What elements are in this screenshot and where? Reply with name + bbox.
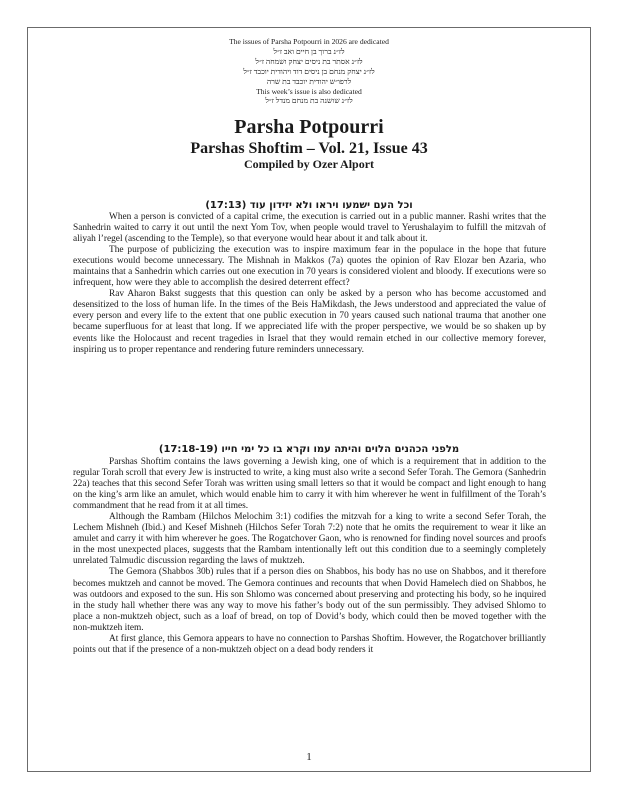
dedication-block bbox=[28, 37, 590, 106]
section-heading-1: וכל העם ישמעו ויראו ולא יזידון עוד (17:13) bbox=[205, 200, 413, 211]
paragraph: At first glance, this Gemora appears to have no connection to Parshas Shoftim. However, the Rogatchover brilliantly points out that if the presence of a non-muktzeh object on a dead body renders it bbox=[73, 633, 546, 655]
page-title: Parsha Potpourri bbox=[234, 116, 384, 138]
dedication-line: לז״נ יצחק מנחם בן ניסים דוד ויהודית יוכבד ז״ל bbox=[243, 66, 375, 76]
dedication-line: לרפו״ש יהודית יוכבד בת שרה bbox=[266, 76, 352, 86]
page-frame bbox=[27, 27, 591, 772]
section-heading-2: מלפני הכהנים הלוים והיתה עמו וקרא בו כל ימי חייו (17:18-19) bbox=[158, 444, 460, 455]
page-number: 1 bbox=[306, 751, 312, 763]
dedication-line: לז״נ ברוך בן חיים ואב ז״ל bbox=[273, 46, 345, 56]
issue-subtitle: Parshas Shoftim – Vol. 21, Issue 43 bbox=[190, 140, 428, 157]
dedication-line: This week’s issue is also dedicated bbox=[256, 86, 362, 96]
paragraph: When a person is convicted of a capital crime, the execution is carried out in a public manner. Rashi writes that the Sanhedrin waited to carry it out until the next Yom Tov, when people would travel to Yerushalayim to fulfill the mitzvah of aliyah l’regel (ascending to the Temple), so that everyone would hear about it and talk about it. bbox=[73, 212, 546, 245]
dedication-line: לז״נ שושנה בת מנחם מנדל ז״ל bbox=[265, 96, 353, 106]
paragraph: Although the Rambam (Hilchos Melochim 3:1) codifies the mitzvah for a king to write a second Sefer Torah, the Lechem Mishneh (Ibid.) and Kesef Mishneh (Hilchos Sefer Torah 7:2) note that he omits the requirement to wear it like an amulet and carry it with him wherever he goes. The Rogatchover Gaon, who is renowned for finding novel sources and proofs in the most unexpected places, suggests that the Rambam intentionally left out this condition due to a seemingly completely unrelated Talmudic discussion regarding the laws of muktzeh. bbox=[73, 512, 546, 567]
paragraph: The Gemora (Shabbos 30b) rules that if a person dies on Shabbos, his body has no use on Shabbos, and it therefore becomes muktzeh and cannot be moved. The Gemora continues and recounts that when Dovid Hamelech died on Shabbos, he was outdoors and exposed to the sun. His son Shlomo was concerned about preserving and protecting his body, so he inquired in the study hall whether there was any way to move his father’s body out of the sun permissibly. They advised Shlomo to place a non-muktzeh object, such as a loaf of bread, on top of Dovid’s body, which could then be moved together with the non-muktzeh item. bbox=[73, 567, 546, 633]
section-body-1 bbox=[73, 212, 546, 356]
paragraph: Parshas Shoftim contains the laws governing a Jewish king, one of which is a requirement that in addition to the regular Torah scroll that every Jew is instructed to write, a king must also write a second Sefer Torah. The Gemora (Sanhedrin 22a) teaches that this second Sefer Torah was written using small letters so that it would be compact and light enough to hang on the king’s arm like an amulet, which would enable him to carry it with him wherever he went in fulfillment of the Torah’s commandment that he read from it at all times. bbox=[73, 457, 546, 512]
section-body-2 bbox=[73, 457, 546, 656]
dedication-line: The issues of Parsha Potpourri in 2026 are dedicated bbox=[229, 37, 389, 46]
paragraph: Rav Aharon Bakst suggests that this question can only be asked by a person who has become accustomed and desensitized to the loss of human life. In the times of the Beis HaMikdash, the Jews understood and appreciated the value of every person and every life to the extent that one public execution in 70 years caused such national trauma that another one became superfluous for at least that long. If we appreciated life with the proper perspective, we would be so shaken up by events like the Holocaust and recent tragedies in Israel that they would remain etched in our collective memory forever, inspiring us to proper repentance and rendering future reminders unnecessary. bbox=[73, 289, 546, 355]
paragraph: The purpose of publicizing the execution was to inspire maximum fear in the populace in the hope that future executions would become unnecessary. The Mishnah in Makkos (7a) quotes the opinion of Rav Elozar ben Azaria, who maintains that a Sanhedrin which carries out one execution in 70 years is considered violent and bloody. If executions were so infrequent, how were they able to accomplish the desired deterrent effect? bbox=[73, 245, 546, 289]
dedication-line: לז״נ אסתר בת ניסים יצחק ושמחה ז״ל bbox=[255, 56, 363, 66]
author-line: Compiled by Ozer Alport bbox=[243, 157, 375, 171]
